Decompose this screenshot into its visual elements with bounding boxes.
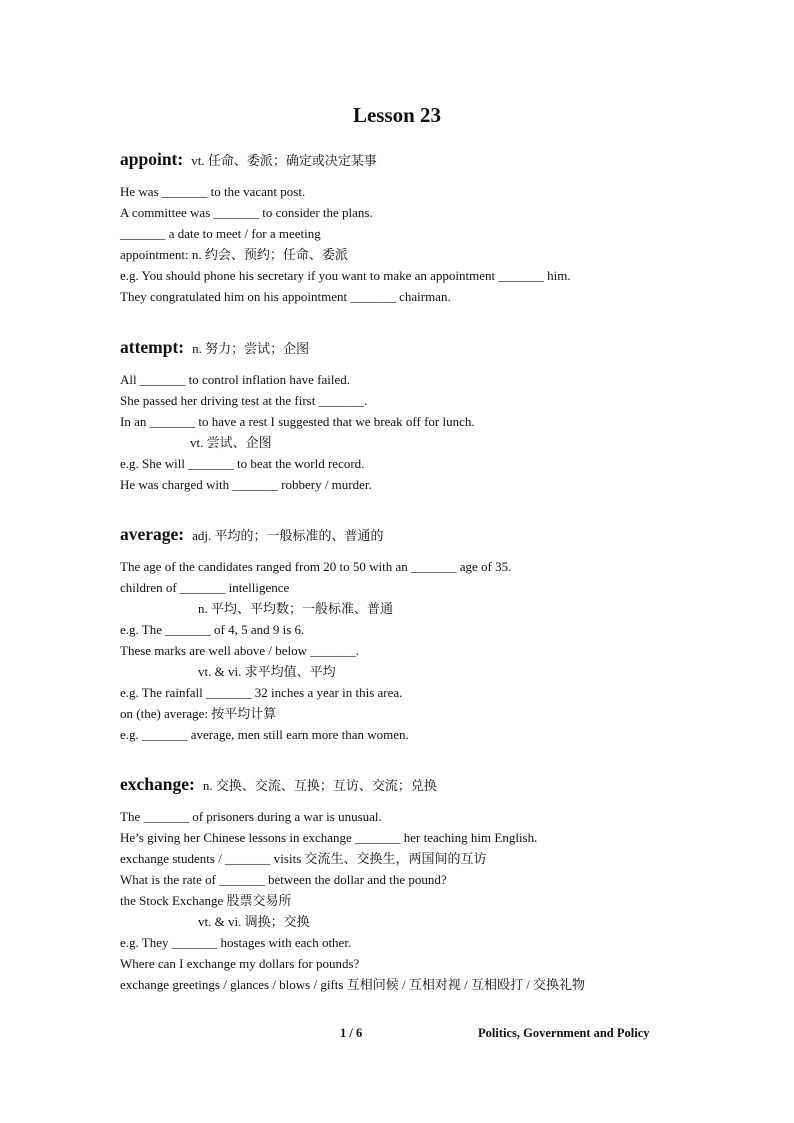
- example-line: e.g. She will _______ to beat the world record.: [120, 456, 365, 471]
- example-line: e.g. _______ average, men still earn more than women.: [120, 727, 409, 742]
- section-appoint: [120, 146, 720, 307]
- section-attempt: [120, 334, 720, 495]
- part-of-speech-line: vt. & vi. 求平均值、平均: [198, 664, 336, 679]
- headword-definition: vt. 任命、委派；确定或决定某事: [191, 153, 377, 168]
- example-line: e.g. You should phone his secretary if you want to make an appointment _______ him.: [120, 268, 571, 283]
- entry-heading: [120, 334, 720, 360]
- example-line: e.g. The _______ of 4, 5 and 9 is 6.: [120, 622, 305, 637]
- section-average: [120, 521, 720, 745]
- example-line: What is the rate of _______ between the dollar and the pound?: [120, 872, 447, 887]
- example-line: The age of the candidates ranged from 20 to 50 with an _______ age of 35.: [120, 559, 512, 574]
- example-line: the Stock Exchange 股票交易所: [120, 893, 292, 908]
- part-of-speech-line: n. 平均、平均数；一般标准、普通: [198, 601, 394, 616]
- example-line: These marks are well above / below _______.: [120, 643, 359, 658]
- section-exchange: [120, 771, 720, 995]
- headword: appoint:: [120, 149, 184, 169]
- headword: exchange:: [120, 774, 195, 794]
- part-of-speech-line: vt. & vi. 调换；交换: [198, 914, 310, 929]
- example-line: He was _______ to the vacant post.: [120, 184, 306, 199]
- page-title: Lesson 23: [352, 103, 442, 127]
- headword-definition: adj. 平均的；一般标准的、普通的: [192, 528, 384, 543]
- example-line: All _______ to control inflation have failed.: [120, 372, 350, 387]
- example-line: He was charged with _______ robbery / murder.: [120, 477, 372, 492]
- example-line: She passed her driving test at the first _______.: [120, 393, 368, 408]
- headword-definition: n. 努力；尝试；企图: [192, 341, 310, 356]
- example-line: They congratulated him on his appointment _______ chairman.: [120, 289, 451, 304]
- page-number: 1 / 6: [340, 1026, 363, 1040]
- headword-definition: n. 交换、交流、互换；互访、交流；兑换: [202, 778, 437, 793]
- example-line: _______ a date to meet / for a meeting: [120, 226, 321, 241]
- entry-heading: [120, 771, 720, 797]
- example-line: He’s giving her Chinese lessons in exchange _______ her teaching him English.: [120, 830, 538, 845]
- entry-heading: [120, 521, 720, 547]
- entry-heading: [120, 146, 720, 172]
- phrase-line: on (the) average: 按平均计算: [120, 706, 277, 721]
- example-line: e.g. They _______ hostages with each other.: [120, 935, 352, 950]
- derived-word-line: appointment: n. 约会、预约；任命、委派: [120, 247, 348, 262]
- part-of-speech-line: vt. 尝试、企图: [190, 435, 272, 450]
- example-line: Where can I exchange my dollars for pounds?: [120, 956, 360, 971]
- example-line: e.g. The rainfall _______ 32 inches a year in this area.: [120, 685, 403, 700]
- example-line: The _______ of prisoners during a war is unusual.: [120, 809, 382, 824]
- example-line: exchange students / _______ visits 交流生、交换生，两国间的互访: [120, 851, 487, 866]
- example-line: In an _______ to have a rest I suggested that we break off for lunch.: [120, 414, 475, 429]
- headword: attempt:: [120, 337, 185, 357]
- example-line: exchange greetings / glances / blows / gifts 互相问候 / 互相对视 / 互相殴打 / 交换礼物: [120, 977, 586, 992]
- footer-subject: Politics, Government and Policy: [478, 1026, 650, 1040]
- example-line: A committee was _______ to consider the plans.: [120, 205, 373, 220]
- example-line: children of _______ intelligence: [120, 580, 290, 595]
- headword: average:: [120, 524, 185, 544]
